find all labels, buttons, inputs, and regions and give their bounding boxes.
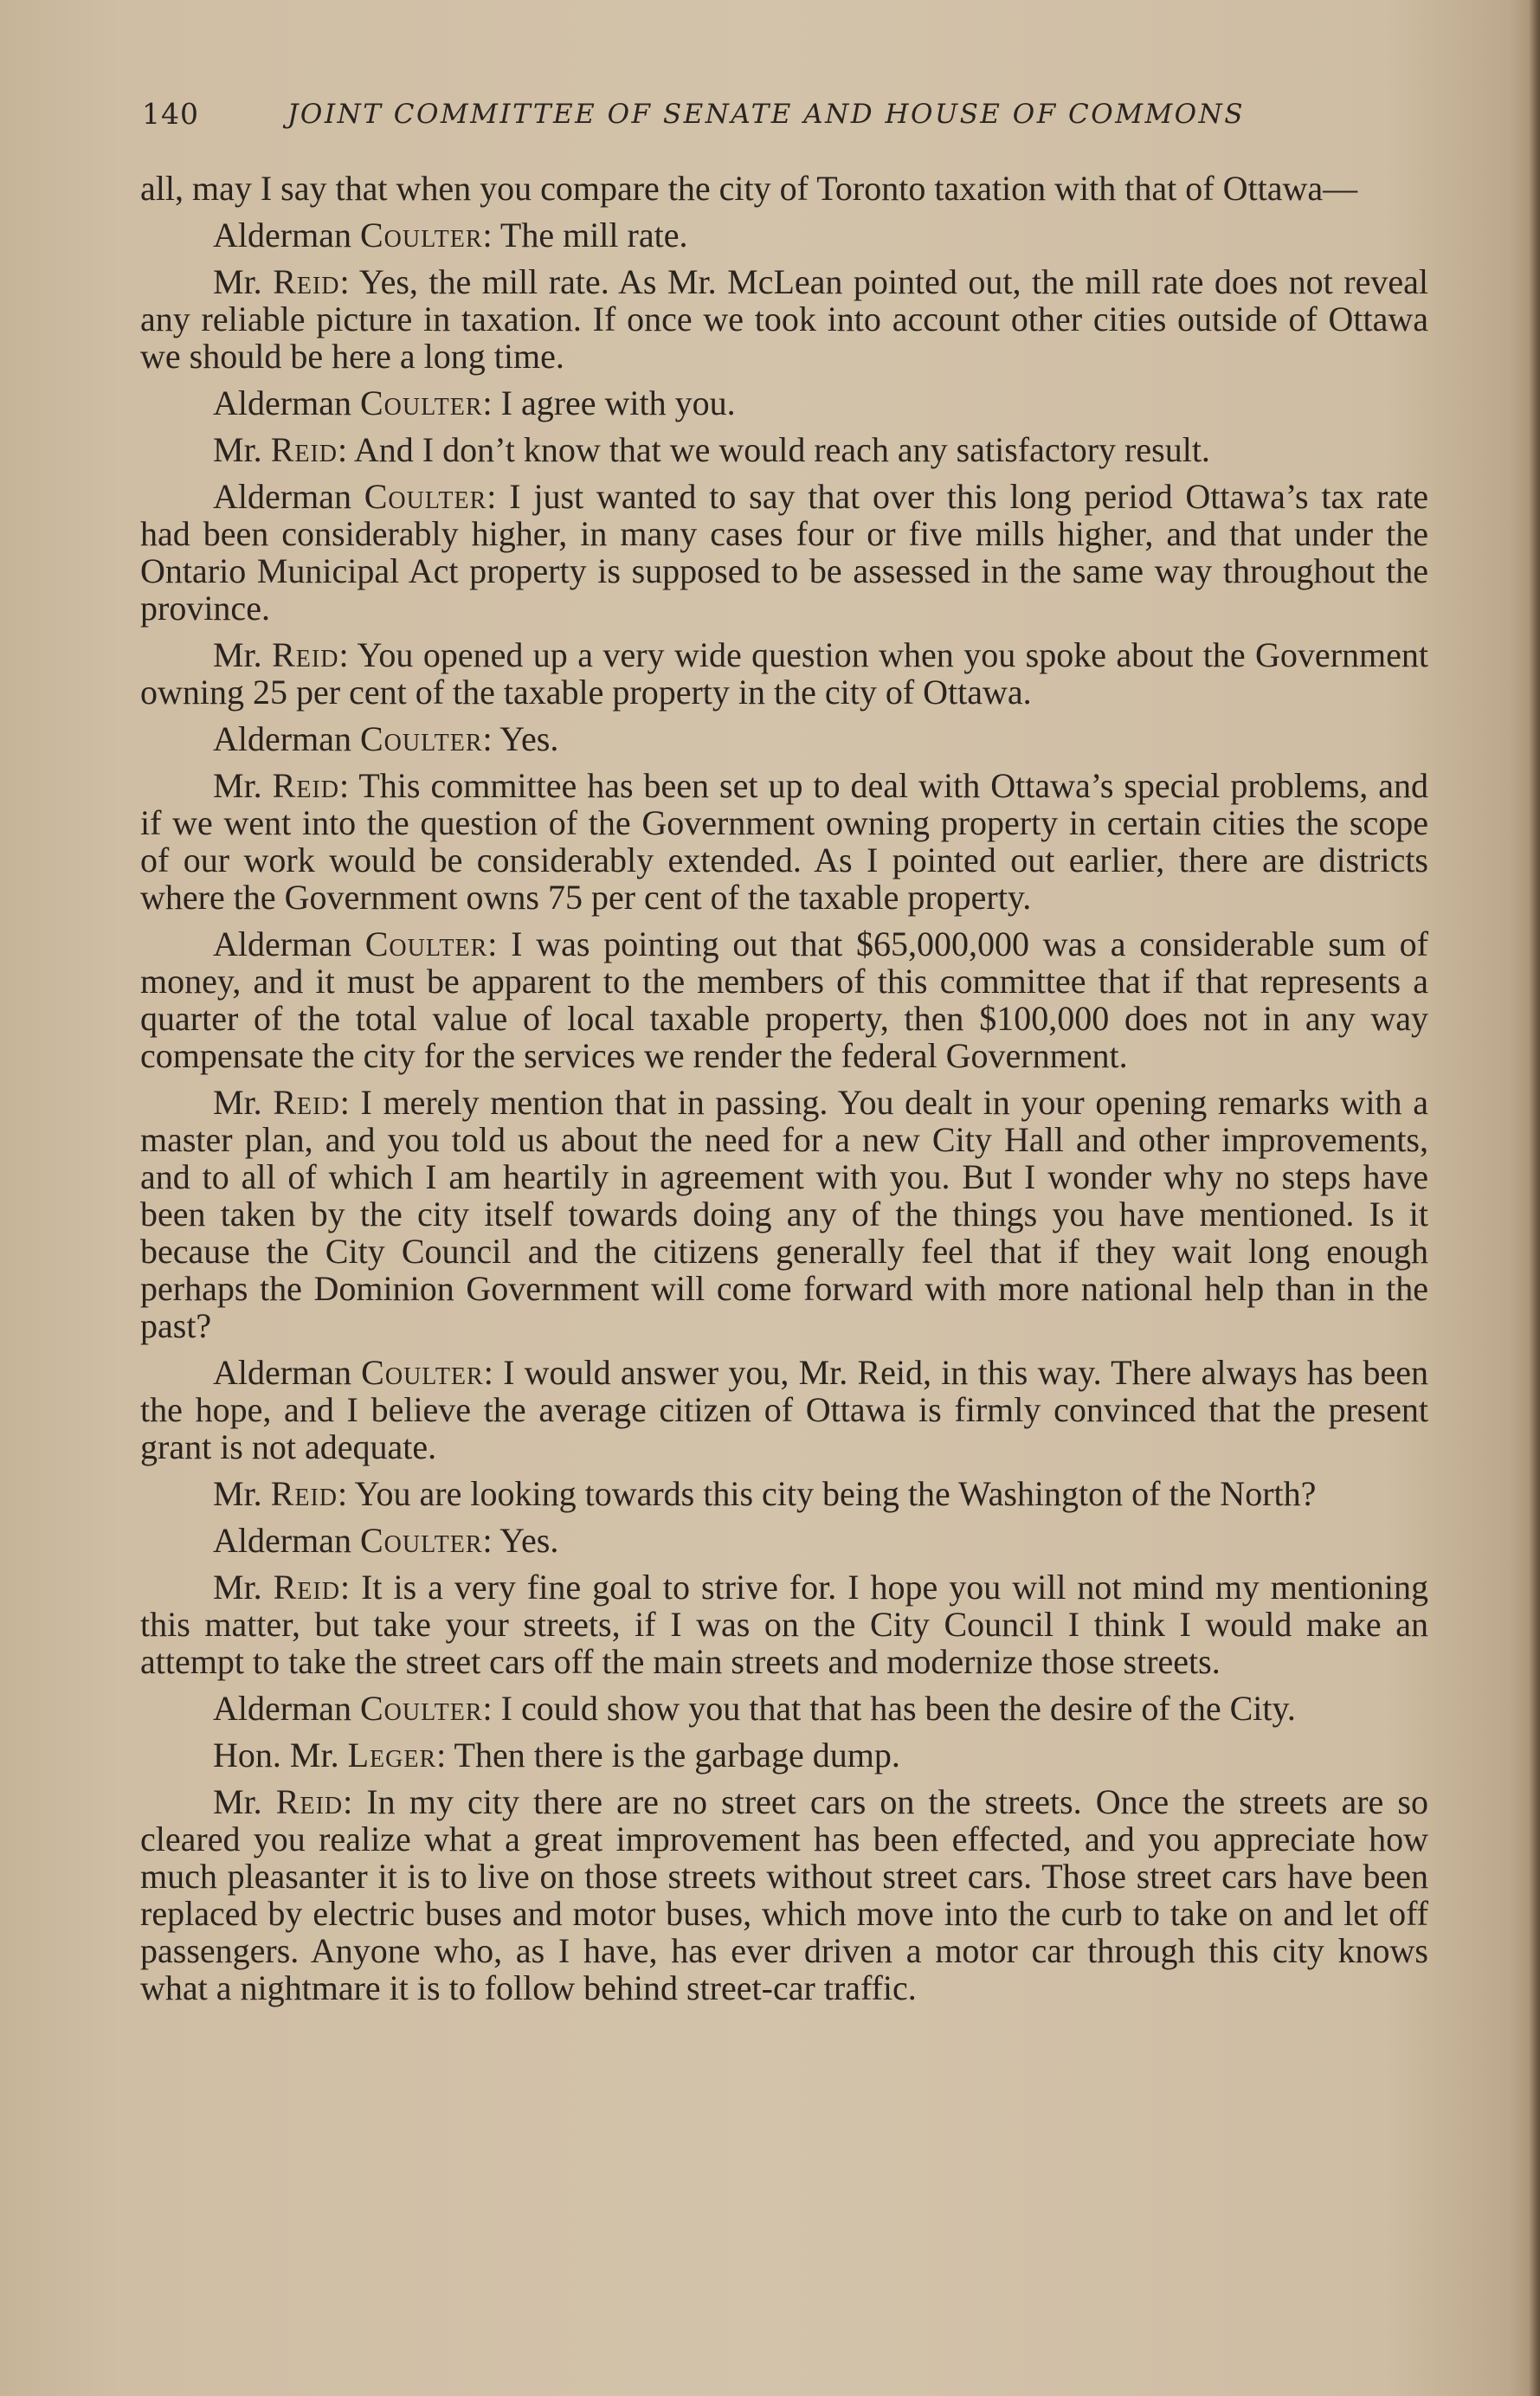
paragraph-text: The mill rate. <box>499 216 688 254</box>
speaker-separator: : <box>339 262 359 301</box>
paragraph-text: Then there is the garbage dump. <box>454 1736 900 1774</box>
paragraph <box>140 1522 1428 1559</box>
speaker-name: Reid <box>270 1474 338 1513</box>
speaker-separator: : <box>482 383 501 422</box>
paragraph <box>140 263 1428 375</box>
paragraph-text: This committee has been set up to deal with Ottawa’s special problems, and if we went into the question of the Government owning property in certain cities the scope of our work would be considerably extended. As I pointed out earlier, there are districts where the Government owns 75 per cent of the taxable property. <box>140 766 1428 917</box>
speaker-title: Alderman <box>213 477 364 516</box>
speaker-separator: : <box>338 430 354 469</box>
paragraph-text: I could show you that that has been the desire of the City. <box>500 1689 1296 1728</box>
paragraph-text: I would answer you, Mr. Reid, in this way. There always has been the hope, and I believe the average citizen of Ottawa is firmly convinced that the present grant is not adequate. <box>140 1353 1428 1466</box>
paragraph-text: You opened up a very wide question when you spoke about the Government owning 25 per cent of the taxable property in the city of Ottawa. <box>140 635 1428 712</box>
paragraph-text: I agree with you. <box>500 383 736 422</box>
speaker-title: Alderman <box>213 383 360 422</box>
paragraph <box>140 1475 1428 1512</box>
paragraph <box>140 1084 1428 1344</box>
page-number: 140 <box>142 97 199 131</box>
paragraph <box>140 925 1428 1074</box>
speaker-title: Alderman <box>213 924 365 963</box>
speaker-name: Reid <box>272 766 339 805</box>
speaker-title: Alderman <box>213 1353 362 1392</box>
speaker-separator: : <box>338 766 359 805</box>
speaker-title: Mr. <box>213 766 273 805</box>
paragraph-text: Yes. <box>499 1521 559 1560</box>
paragraph <box>140 384 1428 422</box>
paragraph <box>140 216 1428 254</box>
speaker-name: Coulter <box>364 924 488 963</box>
speaker-title: Mr. <box>213 1782 276 1821</box>
speaker-separator: : <box>436 1736 454 1774</box>
paragraph <box>140 478 1428 627</box>
page-header <box>142 97 1440 145</box>
speaker-separator: : <box>339 1083 361 1122</box>
paragraph <box>140 720 1428 757</box>
speaker-name: Reid <box>273 1083 340 1122</box>
paragraph-text: I just wanted to say that over this long period Ottawa’s tax rate had been considerably higher, in many cases four or five mills higher, and that under the Ontario Municipal Act property is supposed to be assessed in the same way throughout the province. <box>140 477 1428 628</box>
speaker-name: Coulter <box>359 216 483 254</box>
speaker-title: Alderman <box>213 1521 360 1560</box>
paragraph <box>140 1354 1428 1465</box>
speaker-name: Coulter <box>361 1353 484 1392</box>
speaker-name: Reid <box>273 262 340 301</box>
paragraph-text: Yes, the mill rate. As Mr. McLean pointed out, the mill rate does not reveal any reliable picture in taxation. If once we took into account other cities outside of Ottawa we should be here a long time. <box>140 262 1429 376</box>
speaker-title: Mr. <box>213 635 273 674</box>
speaker-name: Coulter <box>359 383 483 422</box>
paragraph-text: It is a very fine goal to strive for. I hope you will not mind my mentioning this matter, but take your streets, if I was on the City Council I think I would make an attempt to take the street cars off the main streets and modernize those streets. <box>140 1568 1428 1681</box>
paragraph-text: In my city there are no street cars on the streets. Once the streets are so cleared you realize what a great improvement has been effected, and you appreciate how much pleasanter it is to live on those streets without street cars. Those street cars have been replaced by electric buses and motor buses, which move into the curb to take on and let off passengers. Anyone who, as I have, has ever driven a motor car through this city knows what a nightmare it is to follow behind street-car traffic. <box>140 1782 1428 2007</box>
speaker-title: Mr. <box>213 1568 274 1607</box>
speaker-title: Alderman <box>213 216 360 254</box>
speaker-separator: : <box>338 1474 355 1513</box>
running-head: JOINT COMMITTEE OF SENATE AND HOUSE OF COMMONS <box>287 99 1245 130</box>
speaker-separator: : <box>482 216 500 254</box>
paragraph-text: Yes. <box>499 719 559 758</box>
speaker-title: Mr. <box>213 1474 271 1513</box>
speaker-separator: : <box>482 719 500 758</box>
paragraph-text: I was pointing out that $65,000,000 was a considerable sum of money, and it must be apparent to the members of this committee that if that represents a quarter of the total value of local taxable property, then $100,000 does not in any way compensate the city for the services we render the federal Government. <box>140 924 1428 1075</box>
speaker-separator: : <box>338 635 358 674</box>
speaker-title: Mr. <box>213 262 274 301</box>
paragraph <box>140 636 1428 711</box>
speaker-title: Alderman <box>213 1689 360 1728</box>
speaker-name: Coulter <box>359 719 483 758</box>
speaker-title: Mr. <box>213 1083 274 1122</box>
speaker-name: Coulter <box>359 1689 483 1728</box>
speaker-name: Reid <box>273 1568 340 1607</box>
speaker-name: Coulter <box>364 477 487 516</box>
speaker-name: Reid <box>270 430 338 469</box>
paragraph <box>140 767 1428 916</box>
speaker-separator: : <box>339 1568 362 1607</box>
transcript-body <box>140 170 1428 2016</box>
speaker-title: Mr. <box>213 430 271 469</box>
paragraph-text: all, may I say that when you compare the city of Toronto taxation with that of Ottawa— <box>140 169 1358 208</box>
speaker-separator: : <box>487 924 512 963</box>
speaker-separator: : <box>483 1353 504 1392</box>
paragraph <box>140 1783 1428 2006</box>
speaker-title: Alderman <box>213 719 360 758</box>
speaker-name: Leger <box>347 1736 437 1774</box>
speaker-name: Coulter <box>359 1521 483 1560</box>
speaker-name: Reid <box>275 1782 344 1821</box>
paragraph-text: And I don’t know that we would reach any satisfactory result. <box>353 430 1210 469</box>
page-spine-edge <box>1528 0 1540 2396</box>
paragraph <box>140 1736 1428 1774</box>
paragraph <box>140 170 1428 207</box>
paragraph <box>140 1690 1428 1727</box>
speaker-separator: : <box>482 1521 500 1560</box>
speaker-separator: : <box>482 1689 501 1728</box>
paragraph <box>140 1568 1428 1680</box>
speaker-separator: : <box>486 477 510 516</box>
paragraph <box>140 431 1428 468</box>
speaker-name: Reid <box>272 635 339 674</box>
speaker-title: Hon. Mr. <box>213 1736 348 1774</box>
paragraph-text: I merely mention that in passing. You dealt in your opening remarks with a master plan, and you told us about the need for a new City Hall and other improvements, and to all of which I am heartily in agreement with you. But I wonder why no steps have been taken by the city itself towards doing any of the things you have mentioned. Is it because the City Council and the citizens generally feel that if they wait long enough perhaps the Dominion Government will come forward with more national help than in the past? <box>140 1083 1428 1345</box>
speaker-separator: : <box>343 1782 367 1821</box>
paragraph-text: You are looking towards this city being the Washington of the North? <box>354 1474 1317 1513</box>
